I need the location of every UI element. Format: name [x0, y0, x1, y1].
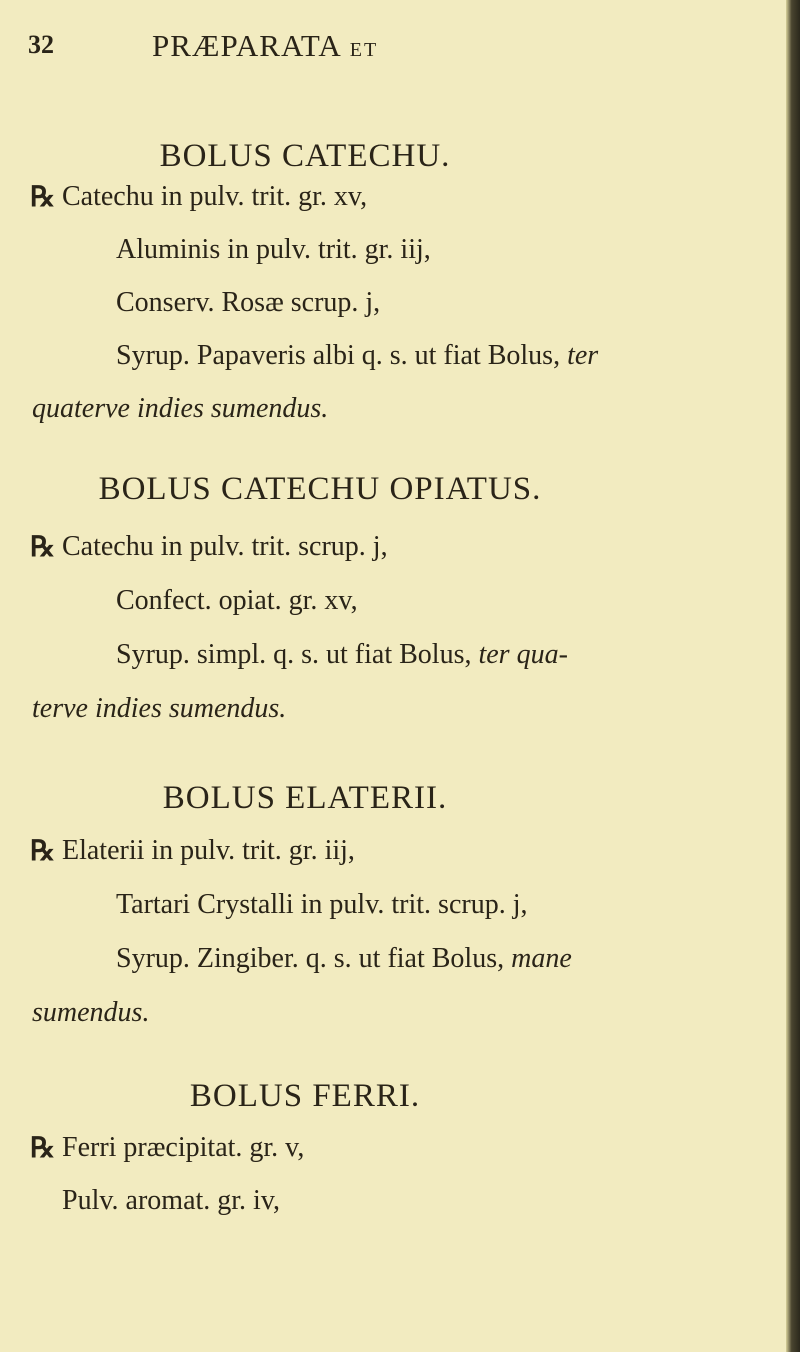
instruction-line: terve indies sumendus.	[32, 693, 287, 724]
ingredient-line: Tartari Crystalli in pulv. trit. scrup. j,	[116, 889, 528, 920]
ingredient-line: Ferri præcipitat. gr. v,	[62, 1132, 305, 1163]
section-title: BOLUS CATECHU.	[159, 138, 451, 174]
ingredient-line: Confect. opiat. gr. xv,	[116, 585, 358, 616]
book-edge	[786, 0, 800, 1352]
section-title: BOLUS CATECHU OPIATUS.	[98, 471, 542, 507]
page-number: 32	[28, 30, 54, 59]
instruction-line: quaterve indies sumendus.	[32, 393, 329, 424]
ingredient-line: Catechu in pulv. trit. gr. xv,	[62, 181, 368, 212]
recipe-symbol: ℞	[30, 182, 56, 213]
instruction-line: sumendus.	[32, 997, 150, 1028]
ingredient-line: Syrup. Zingiber. q. s. ut fiat Bolus, mane	[116, 943, 572, 974]
section-title: BOLUS ELATERII.	[162, 780, 448, 816]
ingredient-line: Conserv. Rosæ scrup. j,	[116, 287, 381, 318]
ingredient-line: Syrup. simpl. q. s. ut fiat Bolus, ter qua-	[116, 639, 568, 670]
ingredient-line: Pulv. aromat. gr. iv,	[62, 1185, 281, 1216]
running-title: PRÆPARATA ET	[152, 28, 379, 63]
ingredient-line: Catechu in pulv. trit. scrup. j,	[62, 531, 388, 562]
ingredient-line: Elaterii in pulv. trit. gr. iij,	[62, 835, 355, 866]
recipe-symbol: ℞	[30, 836, 56, 867]
recipe-symbol: ℞	[30, 1133, 56, 1164]
ingredient-line: Syrup. Papaveris albi q. s. ut fiat Bolus, ter	[116, 340, 599, 371]
section-title: BOLUS FERRI.	[189, 1078, 421, 1114]
recipe-symbol: ℞	[30, 532, 56, 563]
ingredient-line: Aluminis in pulv. trit. gr. iij,	[116, 234, 431, 265]
